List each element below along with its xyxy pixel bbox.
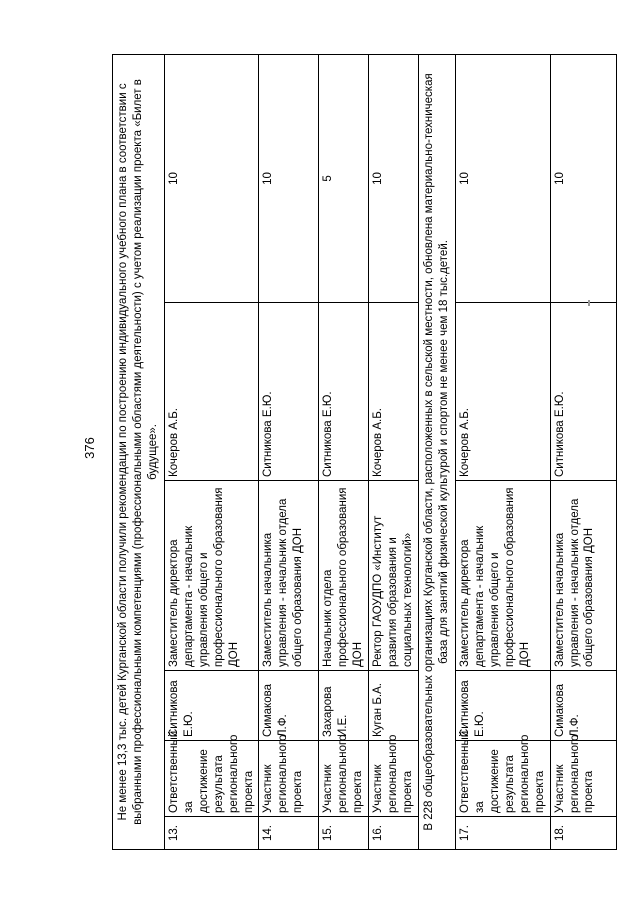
row-position: Начальник отдела профессионального образования ДОН [319,481,369,671]
row-name: Захарова И.Е. [319,671,369,741]
row-role: Участник регионального проекта [259,741,319,817]
row-name: Симакова Л.Ф. [259,671,319,741]
row-number: 17. [455,817,550,850]
scan-mark [588,300,590,306]
row-value: 10 [369,54,419,302]
table-row [550,54,616,849]
row-position: Заместитель начальника управления - начальник отдела общего образования ДОН [550,481,616,671]
page-number: 376 [82,437,97,459]
row-number: 13. [164,817,259,850]
row-value: 10 [259,54,319,302]
row-value: 5 [319,54,369,302]
responsibility-table [112,54,617,850]
section-header: В 228 общеобразовательных организациях Курганской области, расположенных в сельской местности, обновлена материально-техническая база для занятий физической культурой и спортом не менее чем 18 тыс.детей. [419,54,456,849]
row-value: 10 [164,54,259,302]
row-number: 15. [319,817,369,850]
row-supervisor: Кочеров А.Б. [164,303,259,481]
table-row [455,54,550,849]
table-row [319,54,369,849]
row-name: Куган Б.А. [369,671,419,741]
section-header: Не менее 13,3 тыс. детей Курганской области получили рекомендации по построению индивидуального учебного плана в соответствии с выбранными профессиональными компетенциями (профессиональными областями деятельности) с учетом реализации проекта «Билет в будущее». [113,54,165,849]
row-supervisor: Ситникова Е.Ю. [550,303,616,481]
row-number: 14. [259,817,319,850]
row-role: Участник регионального проекта [319,741,369,817]
table-row [164,54,259,849]
row-name: Ситникова Е.Ю. [455,671,550,741]
row-role: Участник регионального проекта [369,741,419,817]
rotated-table-wrapper [112,55,596,850]
row-position: Заместитель начальника управления - начальник отдела общего образования ДОН [259,481,319,671]
row-number: 18. [550,817,616,850]
section-row [113,54,165,849]
row-position: Ректор ГАОУДПО «Институт развития образования и социальных технологий» [369,481,419,671]
row-supervisor: Кочеров А.Б. [455,303,550,481]
row-supervisor: Ситникова Е.Ю. [259,303,319,481]
section-row [419,54,456,849]
row-position: Заместитель директора департамента - начальник управления общего и профессионального образования ДОН [455,481,550,671]
row-role: Ответственный за достижение результата регионального проекта [455,741,550,817]
table-row [259,54,319,849]
row-value: 10 [455,54,550,302]
row-position: Заместитель директора департамента - начальник управления общего и профессионального образования ДОН [164,481,259,671]
row-number: 16. [369,817,419,850]
row-role: Участник регионального проекта [550,741,616,817]
row-role: Ответственный за достижение результата регионального проекта [164,741,259,817]
row-supervisor: Ситникова Е.Ю. [319,303,369,481]
row-name: Симакова Л.Ф. [550,671,616,741]
row-value: 10 [550,54,616,302]
table-row [369,54,419,849]
row-supervisor: Кочеров А.Б. [369,303,419,481]
row-name: Ситникова Е.Ю. [164,671,259,741]
